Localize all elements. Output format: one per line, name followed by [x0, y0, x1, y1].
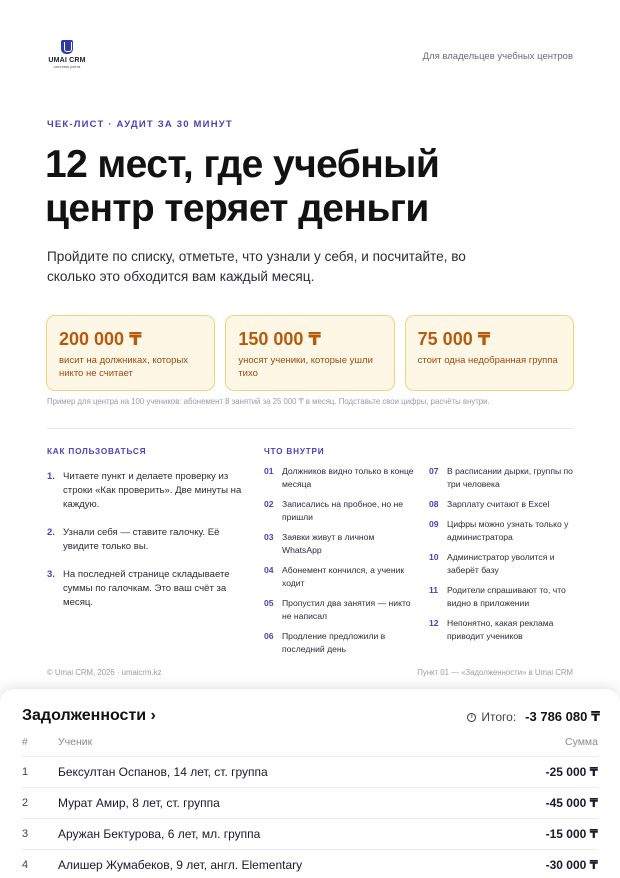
list-item	[264, 531, 414, 557]
item-number: 06	[264, 631, 274, 641]
step-number: 1.	[47, 471, 55, 482]
item-text: Пропустил два занятия — никто не написал	[282, 598, 411, 621]
stat-card	[405, 315, 574, 391]
item-text: Зарплату считают в Excel	[447, 499, 550, 509]
row-index: 4	[22, 859, 29, 871]
footer-copyright: © Umai CRM, 2026 · umaicrm.kz	[47, 668, 162, 677]
example-note: Пример для центра на 100 учеников: абонемент 8 занятий за 25 000 ₸ в месяц. Подставьте свои цифры, расчёты внутри.	[47, 397, 490, 406]
debt-amount: -15 000 ₸	[545, 827, 598, 841]
item-text: Администратор уволится и заберёт базу	[447, 552, 555, 575]
debt-amount: -25 000 ₸	[545, 765, 598, 779]
item-text: Цифры можно узнать только у администратора	[447, 519, 569, 542]
debts-panel	[0, 688, 620, 878]
step-text: На последней странице складываете суммы по галочкам. Это ваш счёт за месяц.	[63, 569, 230, 608]
item-number: 12	[429, 618, 439, 628]
brand-logo	[47, 40, 87, 69]
table-row[interactable]	[22, 849, 598, 878]
footer-caption: Пункт 01 — «Задолженности» в Umai CRM	[417, 668, 573, 677]
info-icon[interactable]: i	[467, 713, 476, 722]
how-step	[47, 470, 247, 512]
how-step	[47, 568, 247, 610]
item-text: Родители спрашивают то, что видно в приложении	[447, 585, 566, 608]
debt-amount: -45 000 ₸	[545, 796, 598, 810]
stat-text: висит на должниках, которых никто не считает	[59, 355, 189, 379]
logo-icon	[61, 40, 73, 54]
title-line-2: центр теряет деньги	[45, 187, 429, 230]
row-index: 1	[22, 766, 29, 778]
list-item	[429, 518, 579, 544]
debt-amount: -30 000 ₸	[545, 858, 598, 872]
inside-list-right	[429, 465, 579, 650]
student-name: Аружан Бектурова, 6 лет, мл. группа	[58, 827, 261, 841]
item-text: В расписании дырки, группы по три человека	[447, 466, 573, 489]
how-heading: КАК ПОЛЬЗОВАТЬСЯ	[47, 447, 147, 456]
audience-label: Для владельцев учебных центров	[422, 51, 573, 62]
title-line-1: 12 мест, где учебный	[45, 143, 440, 186]
item-text: Непонятно, какая реклама приводит учеников	[447, 618, 554, 641]
student-name: Бексултан Оспанов, 14 лет, ст. группа	[58, 765, 268, 779]
debts-title-link[interactable]: Задолженности ›	[22, 707, 156, 724]
item-text: Заявки живут в личном WhatsApp	[282, 532, 375, 555]
list-item	[264, 564, 414, 590]
list-item	[264, 597, 414, 623]
student-name: Мурат Амир, 8 лет, ст. группа	[58, 796, 220, 810]
item-number: 04	[264, 565, 274, 575]
table-row[interactable]	[22, 787, 598, 818]
stat-text: стоит одна недобранная группа	[417, 355, 558, 366]
stats-row	[46, 315, 574, 391]
item-text: Должников видно только в конце месяца	[282, 466, 414, 489]
page-title	[45, 143, 585, 231]
item-text: Абонемент кончился, а ученик ходит	[282, 565, 405, 588]
step-text: Читаете пункт и делаете проверку из строки «Как проверить». Две минуты на каждую.	[63, 471, 242, 510]
item-text: Записались на пробное, но не пришли	[282, 499, 404, 522]
list-item	[429, 617, 579, 643]
step-number: 2.	[47, 527, 55, 538]
list-item	[429, 465, 579, 491]
how-step	[47, 526, 247, 554]
item-number: 01	[264, 466, 274, 476]
column-header-sum[interactable]: Сумма	[565, 736, 598, 748]
list-item	[429, 498, 579, 511]
list-item	[264, 498, 414, 524]
row-index: 3	[22, 828, 29, 840]
stat-card	[46, 315, 215, 391]
table-row[interactable]	[22, 756, 598, 787]
inside-list-left	[264, 465, 414, 663]
item-number: 02	[264, 499, 274, 509]
stat-value: 75 000 ₸	[417, 329, 491, 349]
item-number: 11	[429, 585, 439, 595]
item-number: 08	[429, 499, 439, 509]
inside-heading: ЧТО ВНУТРИ	[264, 447, 325, 456]
step-text: Узнали себя — ставите галочку. Её увидите только вы.	[63, 527, 220, 552]
list-item	[429, 584, 579, 610]
item-number: 10	[429, 552, 439, 562]
stat-value: 150 000 ₸	[238, 329, 321, 349]
debts-total	[467, 709, 600, 725]
lead-text: Пройдите по списку, отметьте, что узнали у себя, и посчитайте, во сколько это обходится вам каждый месяц.	[47, 249, 466, 284]
total-value: -3 786 080 ₸	[525, 709, 600, 724]
divider	[47, 428, 574, 429]
column-header-index: #	[22, 736, 28, 748]
total-label: Итого:	[481, 710, 517, 724]
list-item	[429, 551, 579, 577]
student-name: Алишер Жумабеков, 9 лет, англ. Elementary	[58, 858, 303, 872]
item-number: 05	[264, 598, 274, 608]
row-index: 2	[22, 797, 29, 809]
item-number: 03	[264, 532, 274, 542]
list-item	[264, 465, 414, 491]
brand-tagline: система учёта	[53, 64, 81, 69]
step-number: 3.	[47, 569, 55, 580]
table-row[interactable]	[22, 818, 598, 849]
list-item	[264, 630, 414, 656]
stat-value: 200 000 ₸	[59, 329, 142, 349]
stat-card	[225, 315, 394, 391]
item-number: 09	[429, 519, 439, 529]
column-header-student[interactable]: Ученик	[58, 736, 93, 748]
brand-name: UMAI CRM	[48, 57, 86, 64]
how-list	[47, 470, 247, 624]
stat-text: уносят ученики, которые ушли тихо	[238, 355, 373, 379]
item-number: 07	[429, 466, 439, 476]
eyebrow: ЧЕК-ЛИСТ · АУДИТ ЗА 30 МИНУТ	[47, 119, 233, 130]
item-text: Продление предложили в последний день	[282, 631, 386, 654]
